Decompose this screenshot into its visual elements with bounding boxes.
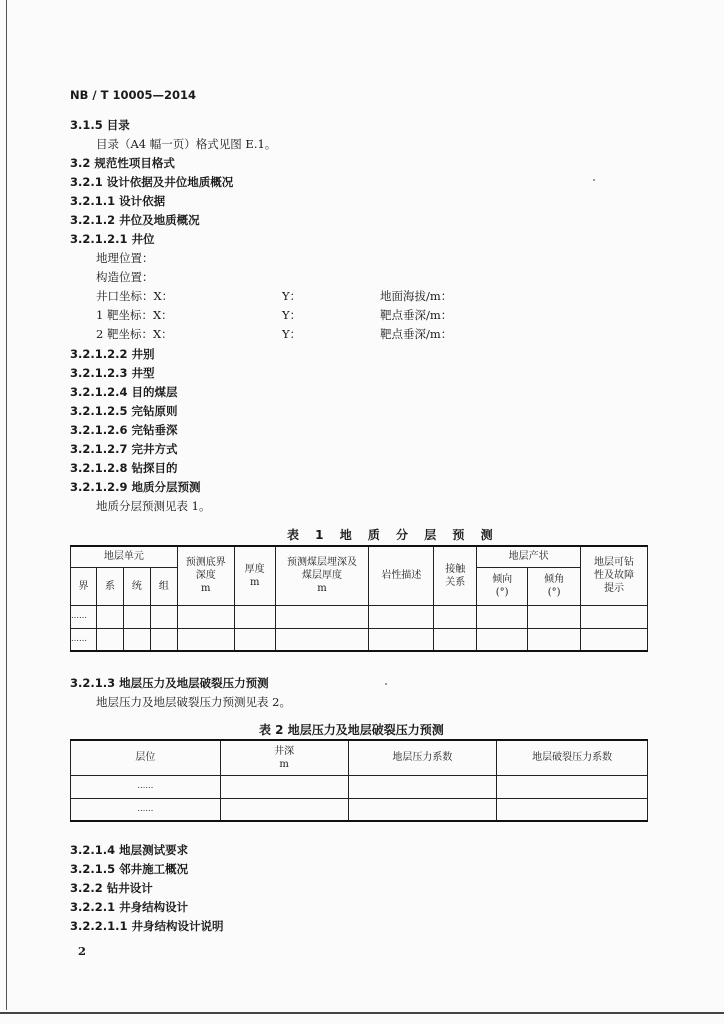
section-3-2: 3.2 规范性项目格式	[70, 156, 175, 170]
header-coal-depth-thickness: 预测煤层埋深及 煤层厚度 m	[275, 546, 369, 605]
scan-speck	[385, 683, 387, 685]
header-bottom-depth: 预测底界 深度 m	[177, 546, 234, 605]
target-2-tvd: 靶点垂深/m：	[380, 327, 453, 341]
header-thickness: 厚度 m	[234, 546, 275, 605]
header-lithology: 岩性描述	[369, 546, 434, 605]
table-cell	[477, 605, 528, 628]
table-cell	[275, 628, 369, 651]
section-3-2-1-2-5: 3.2.1.2.5 完钻原则	[70, 404, 178, 418]
section-3-2-1-2: 3.2.1.2 井位及地质概况	[70, 213, 200, 227]
table-cell	[477, 628, 528, 651]
section-3-2-1-2-8: 3.2.1.2.8 钻探目的	[70, 461, 178, 475]
header-pressure-coefficient: 地层压力系数	[348, 740, 497, 775]
table-cell	[581, 628, 648, 651]
table-cell: ……	[71, 775, 221, 798]
ground-elevation: 地面海拔/m：	[380, 289, 453, 303]
table-row	[71, 628, 648, 651]
section-3-2-1-1: 3.2.1.1 设计依据	[70, 194, 166, 208]
table-cell	[220, 775, 348, 798]
table-cell	[528, 628, 581, 651]
header-dip-angle: 倾角 (°)	[528, 567, 581, 605]
header-system: 系	[96, 567, 123, 605]
table-cell	[348, 798, 497, 821]
header-layer: 层位	[71, 740, 221, 775]
header-fracture-coefficient: 地层破裂压力系数	[497, 740, 648, 775]
table-row	[71, 605, 648, 628]
table-cell	[369, 628, 434, 651]
table-cell	[348, 775, 497, 798]
header-contact: 接触 关系	[434, 546, 477, 605]
target-2-coordinate: 2 靶坐标：X：	[96, 327, 173, 341]
table-1-geological-stratification	[70, 545, 648, 652]
table-cell: ……	[71, 605, 97, 628]
section-3-2-1-2-6: 3.2.1.2.6 完钻垂深	[70, 423, 178, 437]
header-formation: 组	[150, 567, 177, 605]
table-cell	[177, 605, 234, 628]
section-3-2-1-2-9: 3.2.1.2.9 地质分层预测	[70, 480, 201, 494]
wellhead-coordinate: 井口坐标：X：	[96, 289, 174, 303]
section-3-2-1: 3.2.1 设计依据及井位地质概况	[70, 175, 234, 189]
section-3-2-1-2-7: 3.2.1.2.7 完井方式	[70, 442, 178, 456]
page-left-edge	[6, 0, 7, 1010]
header-attitude: 地层产状	[477, 546, 581, 567]
target-1-coordinate: 1 靶坐标：X：	[96, 308, 173, 322]
standard-code: NB / T 10005—2014	[70, 88, 196, 102]
header-erathem: 界	[71, 567, 97, 605]
page-number: 2	[78, 944, 87, 958]
table-cell	[220, 798, 348, 821]
table-2-caption: 表 2 地层压力及地层破裂压力预测	[259, 723, 444, 737]
header-well-depth: 井深 m	[220, 740, 348, 775]
header-dip-direction: 倾向 (°)	[477, 567, 528, 605]
scan-speck	[593, 179, 595, 181]
section-3-2-1-3-body: 地层压力及地层破裂压力预测见表 2。	[96, 695, 291, 709]
table-cell	[150, 605, 177, 628]
table-cell	[150, 628, 177, 651]
table-cell	[234, 628, 275, 651]
table-cell: ……	[71, 798, 221, 821]
target-1-tvd: 靶点垂深/m：	[380, 308, 453, 322]
table-cell	[497, 798, 648, 821]
section-3-2-1-2-9-body: 地质分层预测见表 1。	[96, 499, 211, 513]
page-bottom-edge	[0, 1012, 724, 1014]
geographic-position: 地理位置：	[96, 251, 154, 265]
section-3-2-1-3: 3.2.1.3 地层压力及地层破裂压力预测	[70, 676, 269, 690]
section-3-2-1-5: 3.2.1.5 邻井施工概况	[70, 862, 189, 876]
section-3-1-5: 3.1.5 目录	[70, 118, 130, 132]
section-3-2-2-1-1: 3.2.2.1.1 井身结构设计说明	[70, 919, 224, 933]
target-1-y: Y：	[282, 308, 302, 322]
section-3-1-5-body: 目录（A4 幅一页）格式见图 E.1。	[96, 137, 277, 151]
table-cell	[177, 628, 234, 651]
header-series: 统	[123, 567, 150, 605]
structural-position: 构造位置：	[96, 270, 154, 284]
section-3-2-1-2-3: 3.2.1.2.3 井型	[70, 366, 155, 380]
section-3-2-2: 3.2.2 钻井设计	[70, 881, 153, 895]
table-cell	[434, 628, 477, 651]
table-cell	[123, 628, 150, 651]
table-cell	[497, 775, 648, 798]
table-cell	[581, 605, 648, 628]
wellhead-y: Y：	[282, 289, 302, 303]
table-2-formation-pressure	[70, 739, 648, 822]
table-row	[71, 798, 648, 821]
table-1-caption: 表 1 地 质 分 层 预 测	[287, 528, 499, 542]
header-drillability: 地层可钻 性及故障 提示	[581, 546, 648, 605]
header-stratigraphic-unit: 地层单元	[71, 546, 178, 567]
table-cell	[123, 605, 150, 628]
table-cell	[528, 605, 581, 628]
section-3-2-1-4: 3.2.1.4 地层测试要求	[70, 843, 189, 857]
table-cell	[234, 605, 275, 628]
table-cell	[369, 605, 434, 628]
table-cell: ……	[71, 628, 97, 651]
table-cell	[96, 628, 123, 651]
section-3-2-1-2-1: 3.2.1.2.1 井位	[70, 232, 155, 246]
target-2-y: Y：	[282, 327, 302, 341]
table-cell	[96, 605, 123, 628]
section-3-2-1-2-2: 3.2.1.2.2 井别	[70, 347, 155, 361]
section-3-2-1-2-4: 3.2.1.2.4 目的煤层	[70, 385, 178, 399]
section-3-2-2-1: 3.2.2.1 井身结构设计	[70, 900, 189, 914]
table-cell	[275, 605, 369, 628]
table-cell	[434, 605, 477, 628]
table-row	[71, 775, 648, 798]
